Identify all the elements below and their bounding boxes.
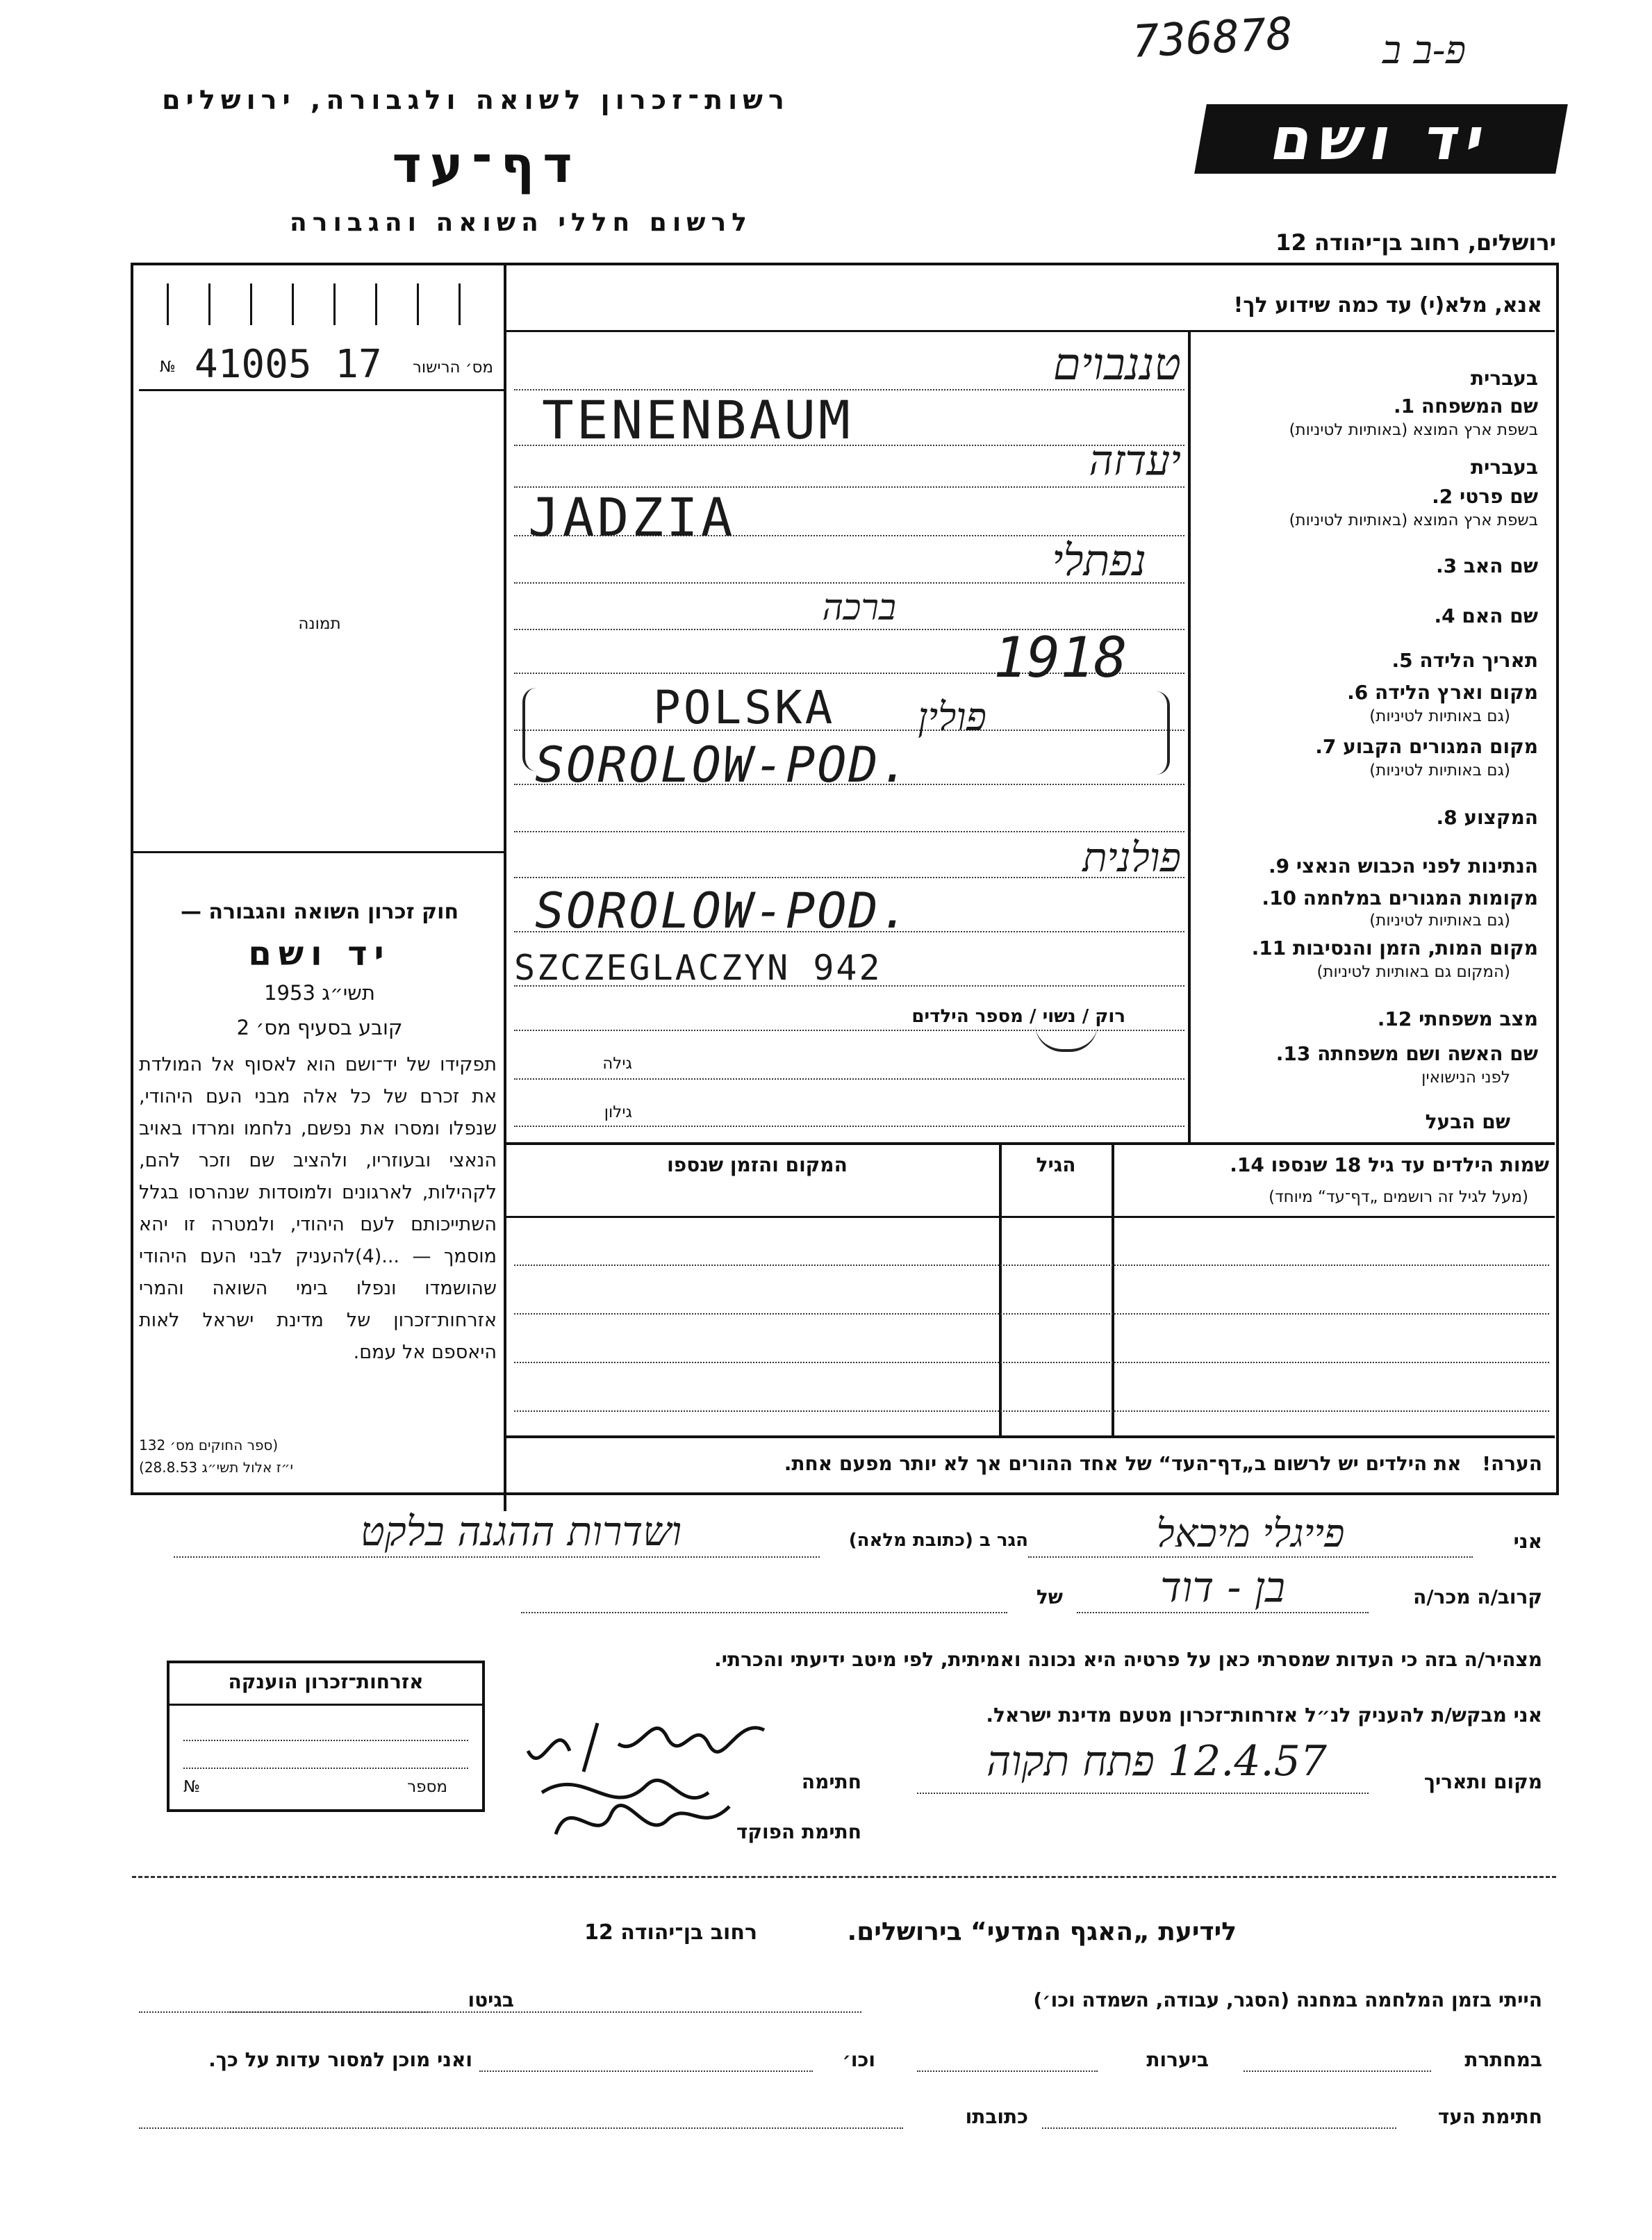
field-10-sub: (גם באותיות לטיניות) [1369, 912, 1510, 930]
field-8-line [514, 831, 1184, 832]
citizenship-number-label: מספר [407, 1778, 447, 1796]
bottom-etc-line [479, 2070, 813, 2072]
official-signature[interactable] [528, 1779, 750, 1855]
law-footnote-2: י״ז אלול תשי״ג 28.8.53) [139, 1459, 293, 1476]
field-5-label [1391, 649, 1538, 672]
witness-address-line [174, 1556, 820, 1558]
birth-date-value[interactable]: 1918 [993, 625, 1128, 690]
field-7-num: 7. [1315, 735, 1337, 758]
surname-hebrew-value[interactable]: טננבוים [1052, 339, 1181, 390]
citizenship-title-rule [170, 1704, 482, 1706]
request-text: אני מבקש/ת להעניק לנ״ל אזרחות־זכרון מטעם מדינת ישראל. [986, 1704, 1542, 1727]
registration-rule [139, 389, 504, 391]
field-2-num: 2. [1432, 485, 1453, 508]
place-date-value[interactable]: 12.4.57 פתח תקוה [986, 1737, 1327, 1786]
children-col-age: הגיל [1036, 1153, 1076, 1176]
field-12-label [1378, 1007, 1538, 1030]
witness-ani-label: אני [1513, 1530, 1542, 1553]
birthplace-latin-value[interactable]: POLSKA [653, 681, 836, 734]
marital-options: רוק / נשוי / מספר הילדים [911, 1006, 1125, 1027]
bottom-line2-a: במחתרת [1464, 2048, 1542, 2071]
bottom-line3-a: חתימת העד [1437, 2105, 1542, 2128]
yad-vashem-logo: יד ושם [1194, 104, 1568, 174]
witness-name[interactable]: פייגלי מיכאל [1156, 1511, 1345, 1556]
bottom-line2-d: ואני מוכן למסור עדות על כך. [208, 2048, 472, 2071]
field-labels [1191, 332, 1552, 1166]
field-10-text: מקומות המגורים במלחמה [1303, 887, 1538, 909]
children-label-text: שמות הילדים עד גיל 18 שנספו [1271, 1153, 1549, 1176]
authority-title: רשות־זכרון לשואה ולגבורה, ירושלים [162, 85, 790, 115]
death-place-value[interactable]: SZCZEGLACZYN 942 [514, 948, 882, 988]
note-row [514, 1452, 1542, 1475]
bottom-ghetto-line [139, 2011, 431, 2013]
law-year: תשי״ג 1953 [264, 981, 375, 1005]
field-13-sub: לפני הנישואין [1421, 1069, 1510, 1087]
residence-value[interactable]: SOROLOW-POD. [535, 736, 911, 793]
bracket-left [522, 688, 539, 771]
children-table-top [506, 1142, 1555, 1145]
field-12-text: מצב משפחתי [1419, 1007, 1538, 1030]
field-4-num: 4. [1434, 604, 1455, 627]
witness-name-line [1028, 1556, 1473, 1558]
page-title: דף־עד [392, 135, 581, 194]
field-3-label [1436, 554, 1538, 577]
bottom-title: לידיעת „האגף המדעי“ בירושלים. [847, 1918, 1237, 1946]
header-address: ירושלים, רחוב בן־יהודה 12 [1275, 229, 1556, 256]
law-body: תפקידו של יד־ושם הוא לאסוף אל המולדת את זכרם של כל אלה מבני העם היהודי, שנפלו ומסרו את נפשם, נלחמו ומרדו באויב הנאצי ובעוזריו, ולהציב שם וזכר להם, לקהילות, לארגונים ולמוסדות שנהרסו בגלל השתייכותם לעם היהודי, ולמטרה זו יהא מוסמך — ...(4)להעניק לבני העם היהודי שהושמדו ונפלו בימי השואה והמרי אזרחות־זכרון של מדינת ישראל לאות היאספם אל עמם. [139, 1054, 497, 1363]
field-11-label [1252, 937, 1538, 960]
field-1-label [1394, 395, 1538, 418]
field-1-sub: בשפת ארץ המוצא (באותיות לטיניות) [1289, 421, 1538, 439]
registration-box [139, 342, 500, 389]
wife-sub-label: גילה [602, 1055, 632, 1073]
sidebar-rule [133, 851, 505, 853]
law-footnote-1: (ספר החוקים מס׳ 132 [139, 1437, 279, 1453]
children-sub: (מעל לגיל זה רושמים „דף־עד“ מיוחד) [1269, 1188, 1528, 1206]
field-5-text: תאריך הלידה [1419, 649, 1538, 672]
children-header-rule [506, 1216, 1555, 1218]
firstname-latin-value[interactable]: JADZIA [528, 486, 736, 548]
registration-no-mark: № [160, 359, 176, 376]
field-11-text: מקום המות, הזמן והנסיבות [1292, 937, 1538, 960]
bottom-line3-b: כתובתו [965, 2105, 1028, 2128]
law-section: קובע בסעיף מס׳ 2 [236, 1016, 403, 1039]
bottom-witness-sign-line [1042, 2127, 1396, 2129]
declaration-text: מצהיר/ה בזה כי העדות שמסרתי כאן על פרטיה היא נכונה ואמיתית, לפי מיטב ידיעתי והכרתי. [714, 1648, 1542, 1671]
mother-name-value[interactable]: ברכה [822, 587, 896, 629]
children-label-num: 14. [1230, 1153, 1264, 1176]
bottom-forests-line [917, 2070, 1098, 2072]
witness-residing-label [834, 1530, 1028, 1551]
field-8-num: 8. [1436, 806, 1457, 829]
field-3-num: 3. [1435, 554, 1457, 577]
tear-line [132, 1876, 1556, 1878]
place-date-line [917, 1793, 1369, 1794]
citizenship-box [167, 1661, 485, 1812]
field-9-label [1269, 855, 1538, 878]
field-13-text: שם האשה ושם משפחתה [1317, 1042, 1538, 1065]
page-subtitle: לרשום חללי השואה והגבורה [290, 208, 752, 237]
firstname-hebrew-value[interactable]: יעדזה [1089, 436, 1181, 485]
surname-latin-value[interactable]: TENENBAUM [542, 389, 853, 451]
children-col-divider-1 [999, 1144, 1002, 1435]
field-4-text: שם האם [1462, 604, 1538, 627]
children-col-divider-2 [1112, 1144, 1114, 1435]
husband-line [514, 1126, 1184, 1127]
field-4-label [1435, 604, 1538, 627]
bottom-line2-c: וכו׳ [842, 2048, 875, 2071]
husband-label: שם הבעל [1425, 1110, 1510, 1133]
handwritten-record-number: 736878 [1131, 8, 1294, 68]
nationality-value[interactable]: פולנית [1082, 834, 1181, 881]
field-2-hebrew-tag: בעברית [1470, 456, 1538, 479]
bottom-line1-b: בגיטו [468, 1988, 514, 2011]
field-7-text: מקום המגורים הקבוע [1343, 735, 1538, 758]
field-5-num: 5. [1391, 649, 1413, 672]
signature-label: חתימה [801, 1770, 861, 1793]
field-2-text: שם פרטי [1459, 485, 1538, 508]
field-6-num: 6. [1347, 681, 1369, 704]
field-11-sub: (המקום גם באותיות לטיניות) [1316, 963, 1510, 981]
children-row-3 [514, 1362, 1549, 1363]
witness-residing: הגר ב [979, 1530, 1028, 1551]
bottom-line1-a: הייתי בזמן המלחמה במחנה (הסגר, עבודה, השמדה וכו׳) [1033, 1988, 1542, 2011]
field-2-label [1432, 485, 1538, 508]
official-signature-label: חתימת הפוקד [736, 1820, 861, 1843]
children-col-place: המקום והזמן שנספו [667, 1153, 848, 1176]
witness-address-label: (כתובת מלאה) [848, 1530, 973, 1551]
sidebar-logo: יד ושם [248, 934, 391, 973]
field-6-line [514, 730, 1184, 731]
field-1-text: שם המשפחה [1421, 395, 1538, 418]
field-13-num: 13. [1275, 1042, 1311, 1065]
father-name-value[interactable]: נפתלי [1052, 535, 1146, 586]
bracket-right [1153, 691, 1170, 775]
field-11-num: 11. [1251, 937, 1287, 960]
field-8-label [1436, 806, 1538, 829]
husband-sub-label: גילון [604, 1103, 632, 1121]
field-13-label [1276, 1042, 1538, 1065]
bottom-underground-line [1244, 2070, 1431, 2072]
bottom-address: רחוב בן־יהודה 12 [584, 1920, 757, 1945]
registration-number[interactable]: 41005 17 [195, 342, 382, 387]
field-7-sub: (גם באותיות לטיניות) [1369, 761, 1510, 780]
note-title: הערה! [1482, 1452, 1542, 1475]
of-line [521, 1612, 1007, 1613]
children-table-bottom [506, 1435, 1555, 1438]
instruction-text: אנא, מלא(י) עד כמה שידוע לך! [1233, 293, 1542, 318]
field-1-hebrew-tag: בעברית [1470, 367, 1538, 390]
photo-label: תמונה [298, 615, 341, 633]
children-row-4 [514, 1410, 1549, 1412]
birthplace-hebrew-value[interactable]: פולין [918, 695, 986, 740]
field-6-sub: (גם באותיות לטיניות) [1369, 707, 1510, 725]
field-9-num: 9. [1269, 855, 1290, 878]
bottom-witness-address-line [139, 2127, 903, 2129]
corner-mark: פ-ב ב [1382, 28, 1467, 73]
relative-label: קרוב/ה מכר/ה [1413, 1586, 1542, 1608]
children-row-1 [514, 1265, 1549, 1266]
field-6-label [1347, 681, 1538, 704]
citizenship-line-2 [183, 1768, 468, 1769]
wartime-residence-value[interactable]: SOROLOW-POD. [535, 882, 911, 939]
field-10-label [1262, 887, 1538, 909]
bottom-line2-b: ביערות [1146, 2048, 1209, 2071]
field-8-text: המקצוע [1464, 806, 1538, 829]
note-text: את הילדים יש לרשום ב„דף־העד“ של אחד ההורים אך לא יותר מפעם אחת. [784, 1452, 1462, 1475]
witness-address[interactable]: ושדרות ההגנה בלקט [360, 1508, 682, 1555]
citizenship-no-mark: № [183, 1778, 200, 1796]
relation-line [1077, 1612, 1369, 1613]
sidebar-divider [504, 264, 506, 1511]
field-6-text: מקום וארץ הלידה [1375, 681, 1538, 704]
law-title: חוק זכרון השואה והגבורה — [180, 900, 459, 924]
field-10-num: 10. [1262, 887, 1297, 909]
field-1-num: 1. [1394, 395, 1415, 418]
field-13-line [514, 1078, 1184, 1080]
citizenship-title: אזרחות־זכרון הוענקה [228, 1670, 424, 1693]
of-label: של [1036, 1586, 1063, 1608]
children-row-2 [514, 1313, 1549, 1315]
field-12-num: 12. [1377, 1007, 1412, 1030]
field-7-label [1315, 735, 1538, 758]
registration-label: מס׳ הרישור [412, 359, 493, 377]
relation-value[interactable]: בן - דוד [1160, 1563, 1285, 1612]
place-date-label: מקום ותאריך [1423, 1770, 1542, 1793]
citizenship-line-1 [183, 1740, 468, 1741]
children-label [1112, 1153, 1549, 1176]
field-3-text: שם האב [1463, 554, 1538, 577]
field-2-sub: בשפת ארץ המוצא (באותיות לטיניות) [1289, 511, 1538, 529]
field-9-text: הנתינות לפני הכבוש הנאצי [1296, 855, 1538, 878]
